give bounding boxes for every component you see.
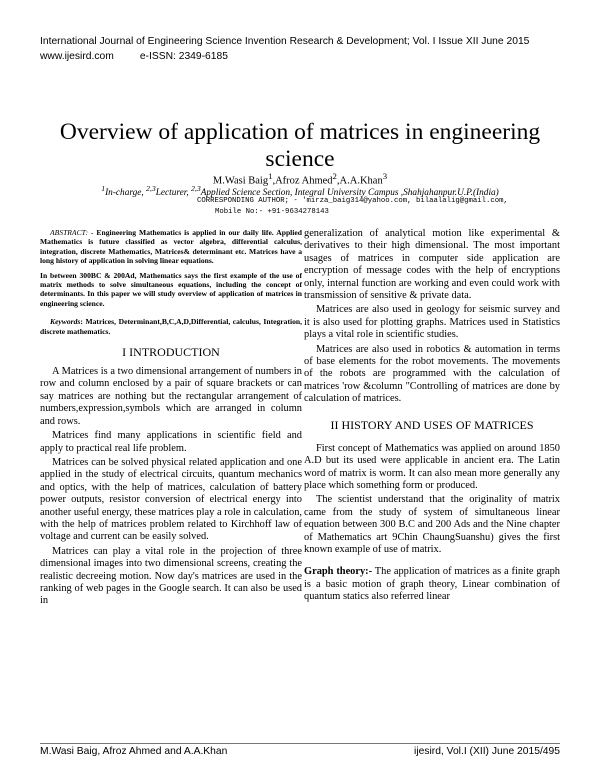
- graph-theory-text: The application of matrices as a finite graph is a basic motion of graph theory, Linear combination of quantum statics also referred linear: [304, 566, 560, 603]
- author-3: ,A.A.Khan: [336, 175, 383, 187]
- body-paragraph: Matrices are also used in robotics & automation in terms of base elements for the robot movements. The movements of the robots are programmed with the calculation of matrices 'row &column "Controlling of matrices are done by calculation of matrices.: [304, 343, 560, 405]
- author-2: ,Afroz Ahmed: [272, 175, 333, 187]
- history-paragraph: The scientist understand that the originality of matrix came from the study of system of simultaneous linear equation between 300 B.C and 200 Ads and the Nine chapter of Mathematics art 9Chin ChaungSuanshu) gives the first known example of use of matrix.: [304, 494, 560, 555]
- section-heading-history: II HISTORY AND USES OF MATRICES: [330, 417, 534, 432]
- graph-theory-paragraph: [304, 566, 560, 603]
- history-paragraph: First concept of Mathematics was applied on around 1850 A.D but its used were applicable in ancient era. The Latin word of matrix is worm. It can also mean more generally any place which something form or produced.: [304, 442, 560, 491]
- footer-authors: M.Wasi Baig, Afroz Ahmed and A.A.Khan: [40, 746, 228, 757]
- abstract-text: Engineering Mathematics is applied in our daily life. Applied Mathematics is future classified as vector algebra, differential calculus, integration, discrete Mathematics, Matrices& determinant etc. Matrices have a long history of application in solving linear equations.: [40, 228, 302, 266]
- abstract: [40, 228, 302, 266]
- journal-header: International Journal of Engineering Science Invention Research & Development; Vol. I Issue XII June 2015: [40, 36, 530, 47]
- affiliation-role-1: In-charge,: [105, 188, 147, 199]
- affiliation-institution: Applied Science Section, Integral University Campus ,Shahjahanpur.U.P.(India): [200, 188, 499, 199]
- affiliation-mark-1: 1: [101, 184, 106, 193]
- abstract-label: ABSTRACT: -: [50, 228, 97, 237]
- body-paragraph: generalization of analytical motion like experimental & derivatives to their high dimensional. The most important usages of matrices in computer side application are encryption of message codes with the help of encryptions only, internal function are working and even could work with transmission of sensitive & private data.: [304, 228, 560, 302]
- intro-paragraph: A Matrices is a two dimensional arrangement of numbers in row and column enclosed by a pair of square brackets or can say matrices are nothing but the rectangular arrangement of numbers,expression,symbols which are arranged in column and rows.: [40, 366, 302, 427]
- affiliation-role-2: Lecturer,: [155, 188, 192, 199]
- corresponding-author: CORRESPONDING AUTHOR; - 'mirza_baig314@yahoo.com, bilaalalig@gmail.com,: [197, 197, 508, 205]
- footer-page-info: ijesird, Vol.I (XII) June 2015/495: [414, 746, 560, 757]
- right-column: [304, 228, 560, 606]
- author-2-mark: 2: [332, 171, 337, 181]
- body-paragraph: Matrices are also used in geology for seismic survey and it is also used for plotting graphs. Matrices used in Statistics plays a vital role in scientific studies.: [304, 304, 560, 341]
- left-column: [40, 228, 302, 610]
- intro-paragraph: Matrices can play a vital role in the projection of three dimensional images into two dimensional screens, creating the realistic decreeing motion. Now day's matrices are used in the ranking of web pages in the Google search. It can also be used in: [40, 545, 302, 607]
- paper-title: Overview of application of matrices in engineering science: [59, 119, 541, 172]
- journal-web-line: [40, 51, 228, 62]
- author-3-mark: 3: [382, 171, 388, 181]
- author-1-mark: 1: [268, 171, 273, 181]
- keywords-label: Keywords: [50, 317, 81, 327]
- footer-rule: [40, 743, 560, 744]
- author-1: M.Wasi Baig: [212, 175, 269, 187]
- section-heading-introduction: I INTRODUCTION: [122, 345, 220, 360]
- journal-issn: e-ISSN: 2349-6185: [139, 51, 228, 62]
- affiliation: [40, 184, 560, 198]
- affiliation-mark-2: 2,3: [146, 184, 156, 193]
- keywords: [40, 317, 302, 336]
- intro-paragraph: Matrices find many applications in scientific field and apply to practical real life problem.: [40, 430, 302, 454]
- affiliation-mark-3: 2,3: [191, 184, 201, 193]
- abstract-continued: In between 300BC & 200Ad, Mathematics says the first example of the use of matrix methods to solve simultaneous equations, including the concept of determinants. In this paper we will study overview of application of matrices in engineering science.: [40, 270, 302, 308]
- journal-website-link[interactable]: www.ijesird.com: [40, 51, 114, 62]
- mobile-number: Mobile No:- +91-9634278143: [215, 208, 329, 216]
- graph-theory-label: Graph theory:-: [304, 566, 373, 578]
- keywords-text: : Matrices, Determinant,B,C,A,D,Differential, calculus, Integration, discrete mathematics.: [40, 317, 302, 336]
- intro-paragraph: Matrices can be solved physical related application and one applied in the study of electrical circuits, quantum mechanics and optics, with the help of matrices, calculation of battery power outputs, resistor conversion of electrical energy into another useful energy, these matrices play a role in calculation, with the help of matrices problem related to Kirchhoff law of voltage and current can be easily solved.: [40, 456, 302, 543]
